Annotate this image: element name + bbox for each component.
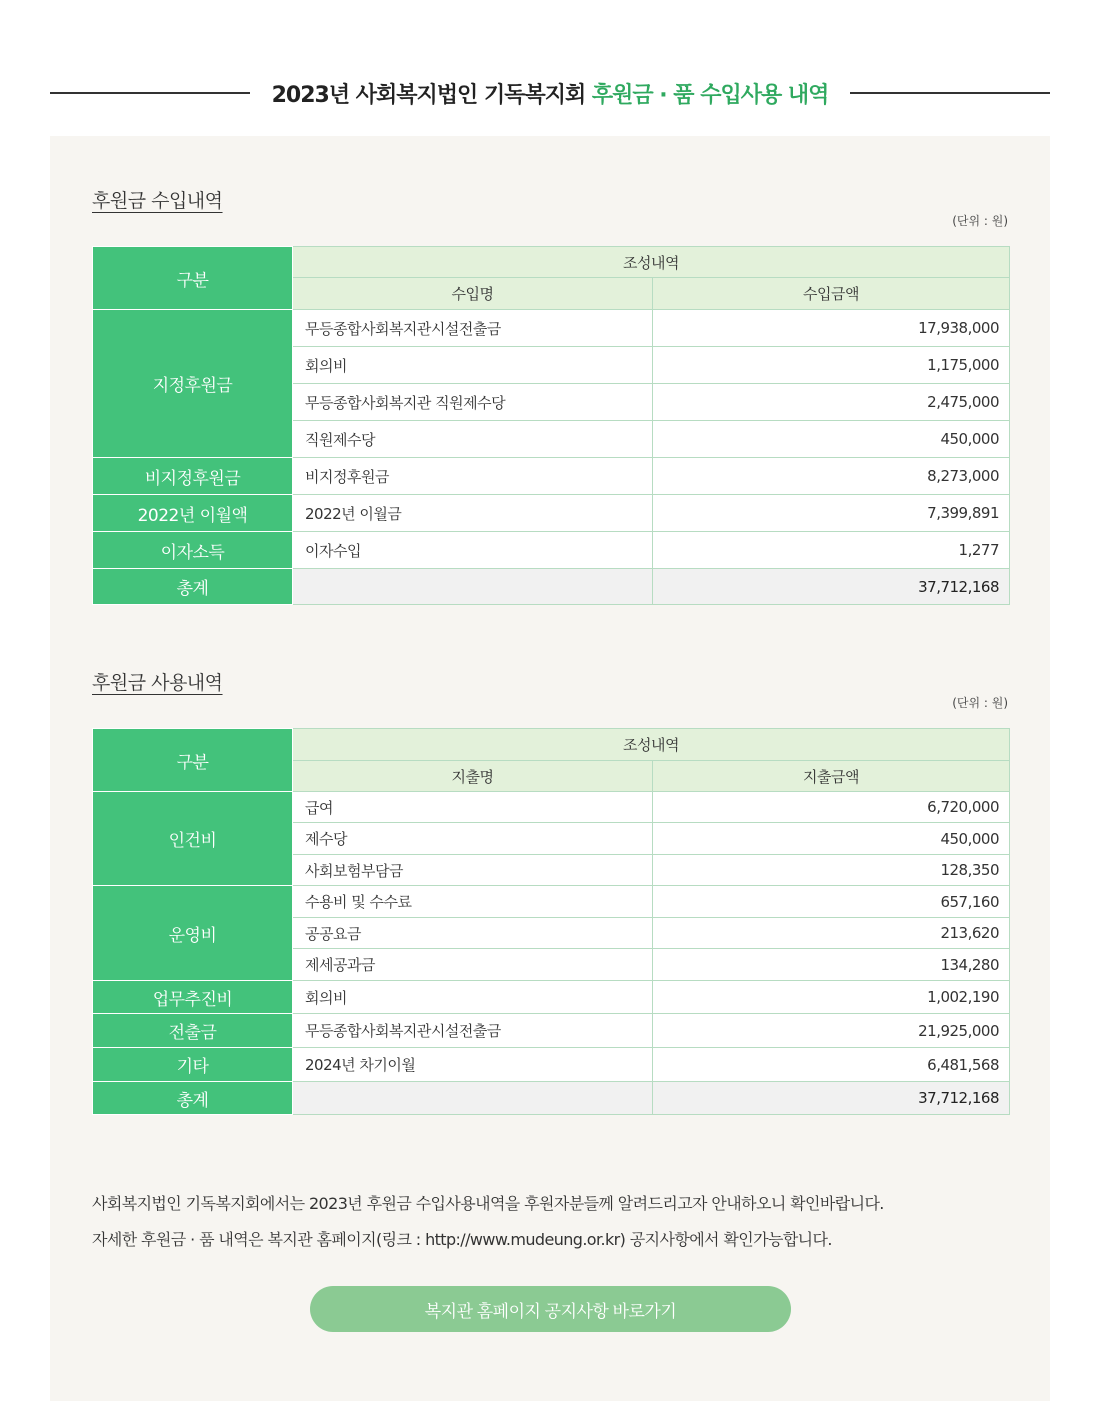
expense-item-amount: 21,925,000 [653, 1014, 1010, 1048]
page-title-accent: 후원금 · 품 수입사용 내역 [591, 82, 829, 108]
table-row [93, 458, 1010, 495]
expense-item-amount: 6,481,568 [653, 1048, 1010, 1082]
expense-item-name: 공공요금 [293, 918, 653, 949]
income-total-amount: 37,712,168 [653, 569, 1010, 605]
notice-line-1: 사회복지법인 기독복지회에서는 2023년 후원금 수입사용내역을 후원자분들께 알려드리고자 안내하오니 확인바랍니다. [92, 1194, 884, 1213]
income-item-amount: 450,000 [653, 421, 1010, 458]
income-item-name: 비지정후원금 [293, 458, 653, 495]
income-item-name: 직원제수당 [293, 421, 653, 458]
income-table [92, 246, 1010, 605]
expense-category: 기타 [93, 1048, 293, 1082]
income-category: 지정후원금 [93, 310, 293, 458]
income-category: 비지정후원금 [93, 458, 293, 495]
income-item-amount: 2,475,000 [653, 384, 1010, 421]
income-unit-label: (단위 : 원) [952, 214, 1008, 228]
page-title-main: 2023년 사회복지법인 기독복지회 [271, 82, 586, 108]
homepage-notice-button[interactable]: 복지관 홈페이지 공지사항 바로가기 [310, 1286, 791, 1332]
expense-total-label: 총계 [93, 1082, 293, 1115]
expense-table [92, 728, 1010, 1115]
expense-item-name: 2024년 차기이월 [293, 1048, 653, 1082]
expense-item-amount: 1,002,190 [653, 981, 1010, 1014]
expense-category: 업무추진비 [93, 981, 293, 1014]
table-row [93, 495, 1010, 532]
table-row [93, 792, 1010, 823]
table-row [93, 310, 1010, 347]
income-item-name: 무등종합사회복지관시설전출금 [293, 310, 653, 347]
expense-item-amount: 213,620 [653, 918, 1010, 949]
expense-item-name: 제세공과금 [293, 949, 653, 981]
expense-category: 운영비 [93, 886, 293, 981]
expense-item-amount: 450,000 [653, 823, 1010, 855]
title-line-left [50, 92, 250, 94]
expense-item-amount: 657,160 [653, 886, 1010, 918]
expense-header-group: 조성내역 [293, 729, 1010, 761]
expense-header-amount: 지출금액 [653, 761, 1010, 792]
content-panel [50, 136, 1050, 1401]
expense-item-amount: 128,350 [653, 855, 1010, 886]
expense-unit-label: (단위 : 원) [952, 696, 1008, 710]
expense-item-name: 급여 [293, 792, 653, 823]
expense-header-name: 지출명 [293, 761, 653, 792]
table-row [93, 981, 1010, 1014]
income-category: 이자소득 [93, 532, 293, 569]
income-item-amount: 1,175,000 [653, 347, 1010, 384]
page-title [250, 78, 851, 109]
expense-item-name: 수용비 및 수수료 [293, 886, 653, 918]
income-category: 2022년 이월액 [93, 495, 293, 532]
expense-item-amount: 6,720,000 [653, 792, 1010, 823]
table-row [93, 532, 1010, 569]
expense-item-name: 제수당 [293, 823, 653, 855]
expense-section-title: 후원금 사용내역 [92, 672, 223, 694]
income-item-name: 2022년 이월금 [293, 495, 653, 532]
expense-item-name: 사회보험부담금 [293, 855, 653, 886]
page-title-bar [50, 70, 1050, 116]
income-total-label: 총계 [93, 569, 293, 605]
expense-category: 인건비 [93, 792, 293, 886]
income-item-amount: 1,277 [653, 532, 1010, 569]
expense-item-name: 회의비 [293, 981, 653, 1014]
income-total-blank [293, 569, 653, 605]
income-header-amount: 수입금액 [653, 278, 1010, 310]
income-item-amount: 17,938,000 [653, 310, 1010, 347]
expense-item-name: 무등종합사회복지관시설전출금 [293, 1014, 653, 1048]
expense-category: 전출금 [93, 1014, 293, 1048]
title-line-right [850, 92, 1050, 94]
income-item-amount: 7,399,891 [653, 495, 1010, 532]
income-header-name: 수입명 [293, 278, 653, 310]
income-section-title: 후원금 수입내역 [92, 190, 223, 212]
income-item-name: 회의비 [293, 347, 653, 384]
table-row [93, 1014, 1010, 1048]
notice-line-2: 자세한 후원금 · 품 내역은 복지관 홈페이지(링크 : http://www.mudeung.or.kr) 공지사항에서 확인가능합니다. [92, 1230, 832, 1249]
income-header-category: 구분 [93, 247, 293, 310]
expense-header-category: 구분 [93, 729, 293, 792]
notice-text [92, 1186, 884, 1258]
table-row [93, 1048, 1010, 1082]
income-header-group: 조성내역 [293, 247, 1010, 278]
income-item-amount: 8,273,000 [653, 458, 1010, 495]
table-row [93, 886, 1010, 918]
income-item-name: 무등종합사회복지관 직원제수당 [293, 384, 653, 421]
expense-total-blank [293, 1082, 653, 1115]
income-item-name: 이자수입 [293, 532, 653, 569]
expense-item-amount: 134,280 [653, 949, 1010, 981]
table-row-total [93, 1082, 1010, 1115]
expense-total-amount: 37,712,168 [653, 1082, 1010, 1115]
table-row-total [93, 569, 1010, 605]
